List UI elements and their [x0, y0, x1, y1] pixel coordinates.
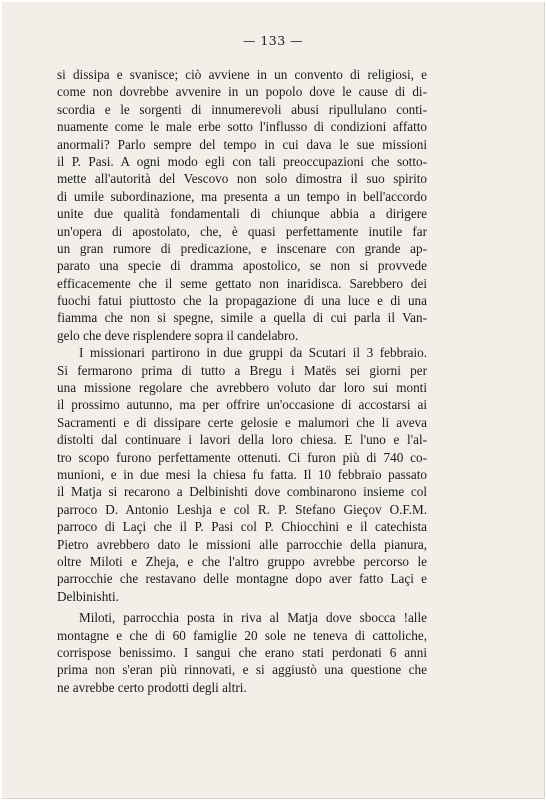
- text-line: gelo che deve risplendere sopra il candelabro.: [57, 327, 299, 343]
- text-line: unite due qualità fondamentali di chiunque abbia a dirigere: [57, 206, 427, 222]
- paragraph-1: [57, 66, 427, 344]
- text-line: il Matja si recarono a Delbinishti dove combinarono insieme col: [57, 484, 427, 500]
- text-line: corrispose benissimo. I sangui che erano stati perdonati 6 anni: [57, 644, 427, 660]
- text-line: come non dovrebbe avvenire in un popolo dove le cause di di-: [57, 84, 427, 100]
- text-line: Miloti, parrocchia posta in riva al Matja dove sbocca !alle: [79, 610, 427, 626]
- text-line: I missionari partirono in due gruppi da Scutari il 3 febbraio.: [79, 345, 427, 361]
- text-line: mette all'autorità del Vescovo non solo dimostra il suo spirito: [57, 171, 427, 187]
- text-line: fiamma che non si spegne, simile a quella di cui parla il Van-: [57, 310, 427, 326]
- text-line: nuamente come le male erbe sotto l'influsso di condizioni affatto: [57, 119, 427, 135]
- text-line: parrocchie che restavano delle montagne dopo aver fatto Laçi e: [57, 571, 427, 587]
- text-line: ne avrebbe certo prodotti degli altri.: [57, 679, 247, 695]
- text-line: Delbinishti.: [57, 588, 119, 604]
- paragraph-2: [57, 344, 427, 605]
- text-line: Sacramenti e di dissipare certe gelosie e malumori che li aveva: [57, 414, 427, 430]
- text-line: il P. Pasi. A ogni modo egli con tali preoccupazioni che sotto-: [57, 153, 427, 169]
- text-line: Pietro avrebbero dato le missioni alle parrocchie della pianura,: [57, 536, 427, 552]
- text-line: efficacemente che il seme gettato non inaridisca. Sarebbero dei: [57, 275, 427, 291]
- text-line: montagne e che di 60 famiglie 20 sole ne teneva di cattoliche,: [57, 627, 427, 643]
- text-line: si dissipa e svanisce; ciò avviene in un convento di religiosi, e: [57, 67, 427, 82]
- text-line: oltre Miloti e Zheja, e che l'altro gruppo avrebbe percorso le: [57, 553, 427, 569]
- text-line: anormali? Parlo sempre del tempo in cui dava le sue missioni: [57, 136, 427, 152]
- text-line: Si fermarono prima di tutto a Bregu i Matës sei giorni per: [57, 362, 427, 378]
- text-line: tro scopo furono perfettamente ottenuti. Ci furon più di 740 co-: [57, 449, 427, 465]
- text-line: di umile subordinazione, ma presenta a un tempo in bell'accordo: [57, 188, 427, 204]
- text-line: parroco di Laçi che il P. Pasi col P. Chiocchini e il catechista: [57, 519, 427, 535]
- text-line: scordia e le sorgenti di innumerevoli abusi ripullulano conti-: [57, 101, 427, 117]
- text-line: distolti dal continuare i lavori della loro chiesa. E l'uno e l'al-: [57, 432, 427, 448]
- text-line: prima non s'eran più rinnovati, e si aggiustò una questione che: [57, 662, 427, 678]
- page-number: — 133 —: [242, 33, 304, 48]
- text-line: un'opera di apostolato, che, è quasi perfettamente inutile far: [57, 223, 427, 239]
- text-line: parato una specie di dramma apostolico, se non si provvede: [57, 258, 427, 274]
- text-line: munioni, e in due mesi la chiesa fu fatta. Il 10 febbraio passato: [57, 466, 427, 482]
- paragraph-3: [57, 609, 427, 696]
- text-line: una missione regolare che avrebbero voluto dar loro sui monti: [57, 380, 427, 396]
- text-line: parroco D. Antonio Leshja e col R. P. Stefano Gieçov O.F.M.: [57, 501, 427, 517]
- text-line: un gran rumore di predicazione, e inscenare con grande ap-: [57, 240, 427, 256]
- body-text: [57, 66, 427, 696]
- text-line: fuochi fatui piuttosto che la propagazione di una luce e di una: [57, 293, 427, 309]
- text-line: il prossimo autunno, ma per offrire un'occasione di accostarsi ai: [57, 397, 427, 413]
